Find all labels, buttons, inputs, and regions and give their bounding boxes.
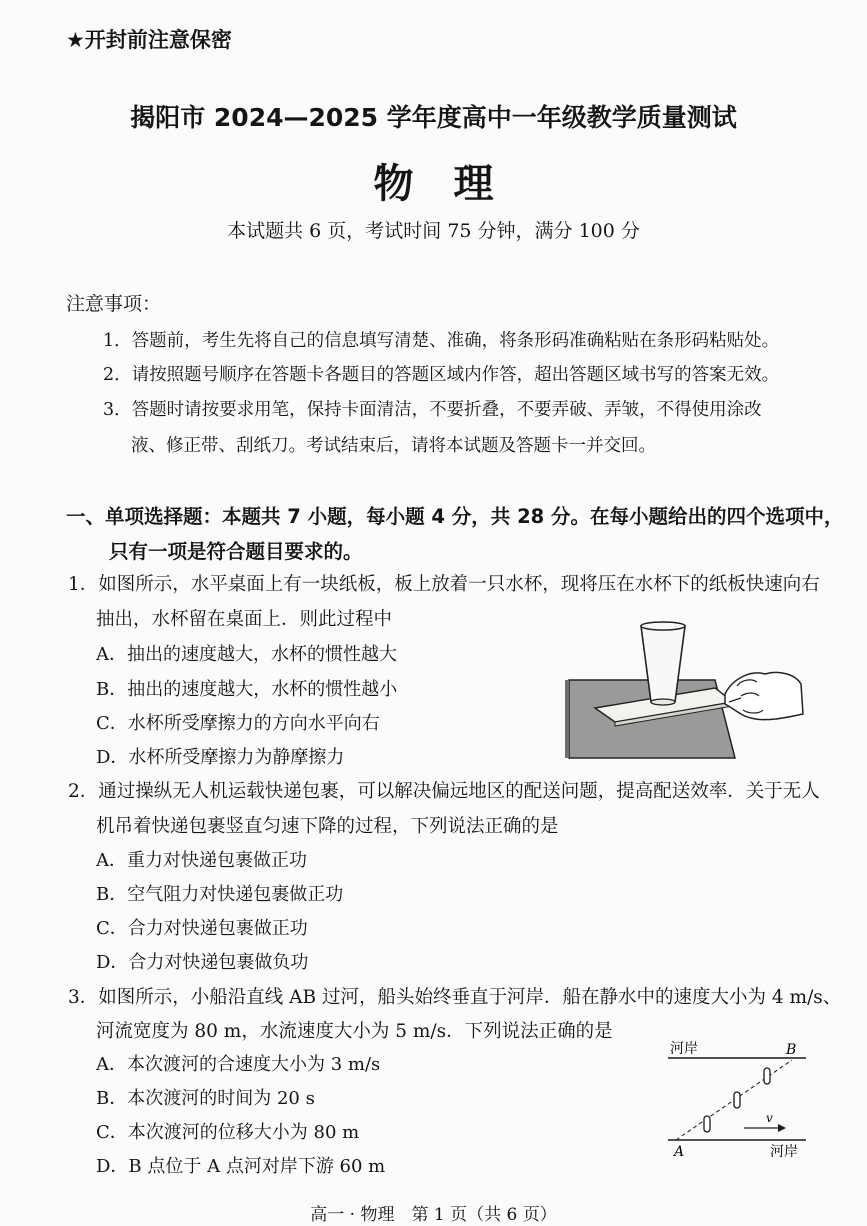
q2-stem-line2: 机吊着快递包裹竖直匀速下降的过程，下列说法正确的是	[96, 816, 559, 837]
q1-option-c[interactable]: C．水杯所受摩擦力的方向水平向右	[96, 713, 380, 734]
boat-1	[704, 1116, 710, 1132]
subject-title: 物理	[373, 161, 534, 207]
section-heading-cont: 只有一项是符合题目要求的。	[109, 540, 363, 563]
q3-option-d[interactable]: D．B 点位于 A 点河对岸下游 60 m	[96, 1156, 386, 1177]
point-b-label: B	[786, 1042, 797, 1058]
velocity-label: v	[766, 1111, 773, 1125]
bank-top-label: 河岸	[670, 1041, 698, 1057]
point-a-label: A	[674, 1144, 685, 1160]
notice-heading: 注意事项：	[66, 293, 162, 315]
q3-option-c[interactable]: C．本次渡河的位移大小为 80 m	[96, 1122, 360, 1143]
notice-item-3: 3．答题时请按要求用笔，保持卡面清洁，不要折叠，不要弄破、弄皱，不得使用涂改	[103, 400, 762, 420]
section-heading: 一、单项选择题：本题共 7 小题，每小题 4 分，共 28 分。在每小题给出的四个选项中，	[66, 505, 844, 528]
exam-title: 揭阳市 2024—2025 学年度高中一年级教学质量测试	[130, 103, 737, 132]
q2-option-b[interactable]: B．空气阻力对快递包裹做正功	[96, 884, 344, 905]
boat-2	[734, 1092, 740, 1108]
q1-stem-line2: 抽出，水杯留在桌面上．则此过程中	[96, 609, 393, 630]
cup-on-cardboard-figure	[565, 618, 805, 768]
page-footer: 高一 · 物理 第 1 页（共 6 页）	[310, 1205, 557, 1225]
bank-bottom-label: 河岸	[770, 1144, 798, 1160]
q2-stem-line1: 2．通过操纵无人机运载快递包裹，可以解决偏远地区的配送问题，提高配送效率．关于无人	[68, 781, 820, 802]
q2-option-c[interactable]: C．合力对快递包裹做正功	[96, 918, 308, 939]
q3-stem-line1: 3．如图所示，小船沿直线 AB 过河，船头始终垂直于河岸．船在静水中的速度大小为 4 m/s、	[68, 987, 842, 1008]
q1-option-d[interactable]: D．水杯所受摩擦力为静摩擦力	[96, 747, 345, 768]
confidential-mark: ★开封前注意保密	[66, 28, 232, 52]
notice-item-2: 2．请按照题号顺序在答题卡各题目的答题区域内作答，超出答题区域书写的答案无效。	[103, 365, 780, 385]
river-crossing-figure	[664, 1038, 814, 1164]
notice-item-3-cont: 液、修正带、刮纸刀。考试结束后，请将本试题及答题卡一并交回。	[131, 436, 656, 456]
boat-3	[764, 1068, 770, 1084]
notice-item-1: 1．答题前，考生先将自己的信息填写清楚、准确，将条形码准确粘贴在条形码粘贴处。	[103, 331, 780, 351]
q2-option-d[interactable]: D．合力对快递包裹做负功	[96, 952, 309, 973]
q3-option-a[interactable]: A．本次渡河的合速度大小为 3 m/s	[96, 1054, 381, 1075]
exam-info: 本试题共 6 页，考试时间 75 分钟，满分 100 分	[227, 220, 640, 242]
q2-option-a[interactable]: A．重力对快递包裹做正功	[96, 850, 307, 871]
q3-stem-line2: 河流宽度为 80 m，水流速度大小为 5 m/s．下列说法正确的是	[96, 1021, 613, 1042]
q1-option-b[interactable]: B．抽出的速度越大，水杯的惯性越小	[96, 679, 398, 700]
q3-option-b[interactable]: B．本次渡河的时间为 20 s	[96, 1088, 315, 1109]
q1-stem-line1: 1．如图所示，水平桌面上有一块纸板，板上放着一只水杯，现将压在水杯下的纸板快速向右	[68, 574, 820, 595]
q1-option-a[interactable]: A．抽出的速度越大，水杯的惯性越大	[96, 644, 397, 665]
